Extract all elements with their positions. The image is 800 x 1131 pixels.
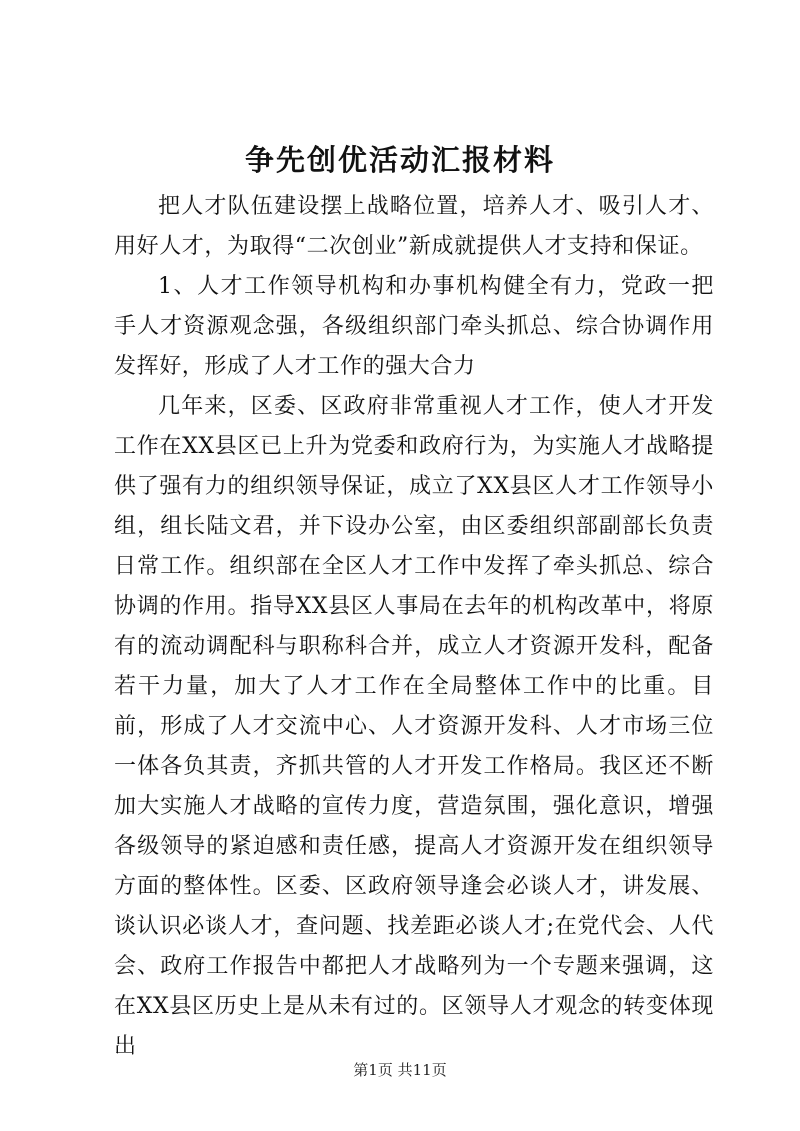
document-title: 争先创优活动汇报材料 <box>244 143 555 177</box>
page-footer: 第1页 共11页 <box>353 1061 447 1079</box>
paragraph-section-1-body: 几年来，区委、区政府非常重视人才工作，使人才开发工作在XX县区已上升为党委和政府行为，为实施人才战略提供了强有力的组织领导保证，成立了XX县区人才工作领导小组，组长陆文君，并下设办公室，由区委组织部副部长负责日常工作。组织部在全区人才工作中发挥了牵头抓总、综合协调的作用。指导XX县区人事局在去年的机构改革中，将原有的流动调配科与职称科合并，成立人才资源开发科，配备若干力量，加大了人才工作在全局整体工作中的比重。目前，形成了人才交流中心、人才资源开发科、人才市场三位一体各负其责，齐抓共管的人才开发工作格局。我区还不断加大实施人才战略的宣传力度，营造氛围，强化意识，增强各级领导的紧迫感和责任感，提高人才资源开发在组织领导方面的整体性。区委、区政府领导逢会必谈人才，讲发展、谈认识必谈人才，查问题、找差距必谈人才;在党代会、人代会、政府工作报告中都把人才战略列为一个专题来强调，这在XX县区历史上是从未有过的。区领导人才观念的转变体现出 <box>114 394 714 1059</box>
paragraph-section-1-heading: 1、人才工作领导机构和办事机构健全有力，党政一把手人才资源观念强，各级组织部门牵头抓总、综合协调作用发挥好，形成了人才工作的强大合力 <box>114 274 714 379</box>
document-body <box>114 187 714 1067</box>
paragraph-intro: 把人才队伍建设摆上战略位置，培养人才、吸引人才、用好人才，为取得“二次创业”新成就提供人才支持和保证。 <box>114 194 714 259</box>
